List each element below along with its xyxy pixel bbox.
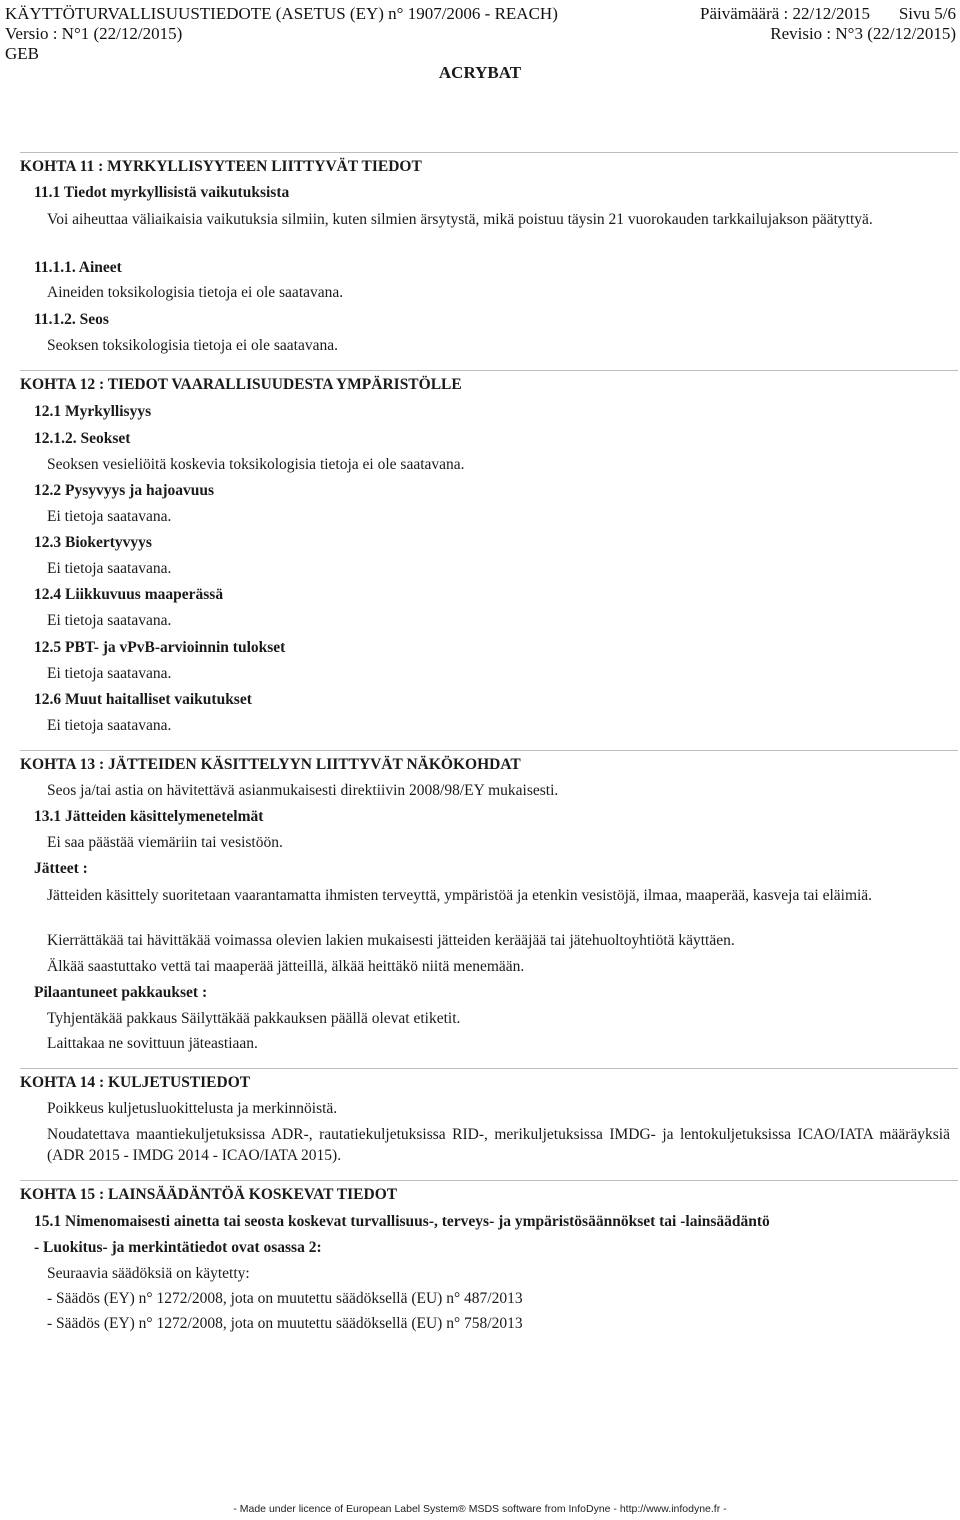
section-12-6-text: Ei tietoja saatavana. [47, 717, 172, 734]
document-language: GEB [5, 44, 39, 63]
page-number: Sivu 5/6 [898, 4, 956, 23]
document-version: Versio : N°1 (22/12/2015) [5, 24, 183, 43]
section-14-text-1: Poikkeus kuljetusluokittelusta ja merkinnöistä. [47, 1100, 338, 1117]
document-title: KÄYTTÖTURVALLISUUSTIEDOTE (ASETUS (EY) n° 1907/2006 - REACH) [5, 4, 558, 23]
section-14-heading: KOHTA 14 : KULJETUSTIEDOT [20, 1074, 251, 1091]
document-revision: Revisio : N°3 (22/12/2015) [770, 24, 956, 43]
section-12-2-text: Ei tietoja saatavana. [47, 508, 172, 525]
packaging-text-1: Tyhjentäkää pakkaus Säilyttäkää pakkauksen päällä olevat etiketit. [47, 1010, 461, 1027]
section-12-1-heading: 12.1 Myrkyllisyys [34, 403, 152, 420]
section-11-1-1-heading: 11.1.1. Aineet [34, 259, 122, 276]
section-divider [20, 152, 958, 153]
waste-label: Jätteet : [34, 860, 88, 877]
product-name: ACRYBAT [438, 63, 522, 82]
section-15-heading: KOHTA 15 : LAINSÄÄDÄNTÖÄ KOSKEVAT TIEDOT [20, 1186, 398, 1203]
waste-text-3: Älkää saastuttako vettä tai maaperää jätteillä, älkää heittäkö niitä menemään. [47, 958, 525, 975]
regulation-item-2: - Säädös (EY) n° 1272/2008, jota on muutettu säädöksellä (EU) n° 758/2013 [47, 1315, 523, 1332]
section-12-4-heading: 12.4 Liikkuvuus maaperässä [34, 586, 224, 603]
waste-text-2: Kierrättäkää tai hävittäkää voimassa olevien lakien mukaisesti jätteiden kerääjää tai jätehuoltoyhtiötä käyttäen. [47, 932, 735, 949]
section-11-1-2-text: Seoksen toksikologisia tietoja ei ole saatavana. [47, 337, 338, 354]
section-11-1-text: Voi aiheuttaa väliaikaisia vaikutuksia silmiin, kuten silmien ärsytystä, mikä poistuu täysin 21 vuorokauden tarkkailujakson päätyttyä. [47, 211, 873, 228]
section-12-2-heading: 12.2 Pysyvyys ja hajoavuus [34, 482, 214, 499]
section-12-heading: KOHTA 12 : TIEDOT VAARALLISUUDESTA YMPÄRISTÖLLE [20, 376, 462, 393]
section-11-1-heading: 11.1 Tiedot myrkyllisistä vaikutuksista [34, 184, 290, 201]
regulation-item-1: - Säädös (EY) n° 1272/2008, jota on muutettu säädöksellä (EU) n° 487/2013 [47, 1290, 523, 1307]
document-date: Päivämäärä : 22/12/2015 [700, 4, 870, 23]
section-12-1-2-heading: 12.1.2. Seokset [34, 430, 131, 447]
section-divider [20, 370, 958, 371]
waste-text-1: Jätteiden käsittely suoritetaan vaarantamatta ihmisten terveyttä, ympäristöä ja etenkin vesistöjä, ilmaa, maaperää, kasveja tai eläimiä. [47, 887, 873, 904]
section-11-1-1-text: Aineiden toksikologisia tietoja ei ole saatavana. [47, 284, 344, 301]
section-11-heading: KOHTA 11 : MYRKYLLISYYTEEN LIITTYVÄT TIEDOT [20, 158, 422, 175]
section-12-5-text: Ei tietoja saatavana. [47, 665, 172, 682]
section-12-5-heading: 12.5 PBT- ja vPvB-arvioinnin tulokset [34, 639, 286, 656]
section-12-3-heading: 12.3 Biokertyvyys [34, 534, 152, 551]
section-12-3-text: Ei tietoja saatavana. [47, 560, 172, 577]
packaging-text-2: Laittakaa ne sovittuun jäteastiaan. [47, 1035, 258, 1052]
section-divider [20, 1068, 958, 1069]
section-divider [20, 1180, 958, 1181]
section-12-4-text: Ei tietoja saatavana. [47, 612, 172, 629]
classification-heading: - Luokitus- ja merkintätiedot ovat osassa 2: [34, 1239, 322, 1256]
section-15-text-1: Seuraavia säädöksiä on käytetty: [47, 1265, 250, 1282]
contaminated-packaging-label: Pilaantuneet pakkaukset : [34, 984, 208, 1001]
section-13-intro-text: Seos ja/tai astia on hävitettävä asianmukaisesti direktiivin 2008/98/EY mukaisesti. [47, 782, 559, 799]
section-15-1-heading: 15.1 Nimenomaisesti ainetta tai seosta koskevat turvallisuus-, terveys- ja ympäristösäännökset tai -lainsäädäntö [34, 1213, 770, 1230]
section-14-text-2: Noudatettava maantiekuljetuksissa ADR-, rautatiekuljetuksissa RID-, merikuljetuksissa IMDG- ja lentokuljetuksissa ICAO/IATA määräyksiä (ADR 2015 - IMDG 2014 - ICAO/IATA 2015). [47, 1126, 950, 1164]
section-12-6-heading: 12.6 Muut haitalliset vaikutukset [34, 691, 252, 708]
section-divider [20, 750, 958, 751]
section-11-1-2-heading: 11.1.2. Seos [34, 311, 109, 328]
section-12-1-2-text: Seoksen vesieliöitä koskevia toksikologisia tietoja ei ole saatavana. [47, 456, 465, 473]
section-13-1-text: Ei saa päästää viemäriin tai vesistöön. [47, 834, 283, 851]
section-13-heading: KOHTA 13 : JÄTTEIDEN KÄSITTELYYN LIITTYVÄT NÄKÖKOHDAT [20, 756, 521, 773]
section-13-1-heading: 13.1 Jätteiden käsittelymenetelmät [34, 808, 264, 825]
footer-licence-text: - Made under licence of European Label System® MSDS software from InfoDyne - http://www.infodyne.fr - [233, 1503, 727, 1515]
